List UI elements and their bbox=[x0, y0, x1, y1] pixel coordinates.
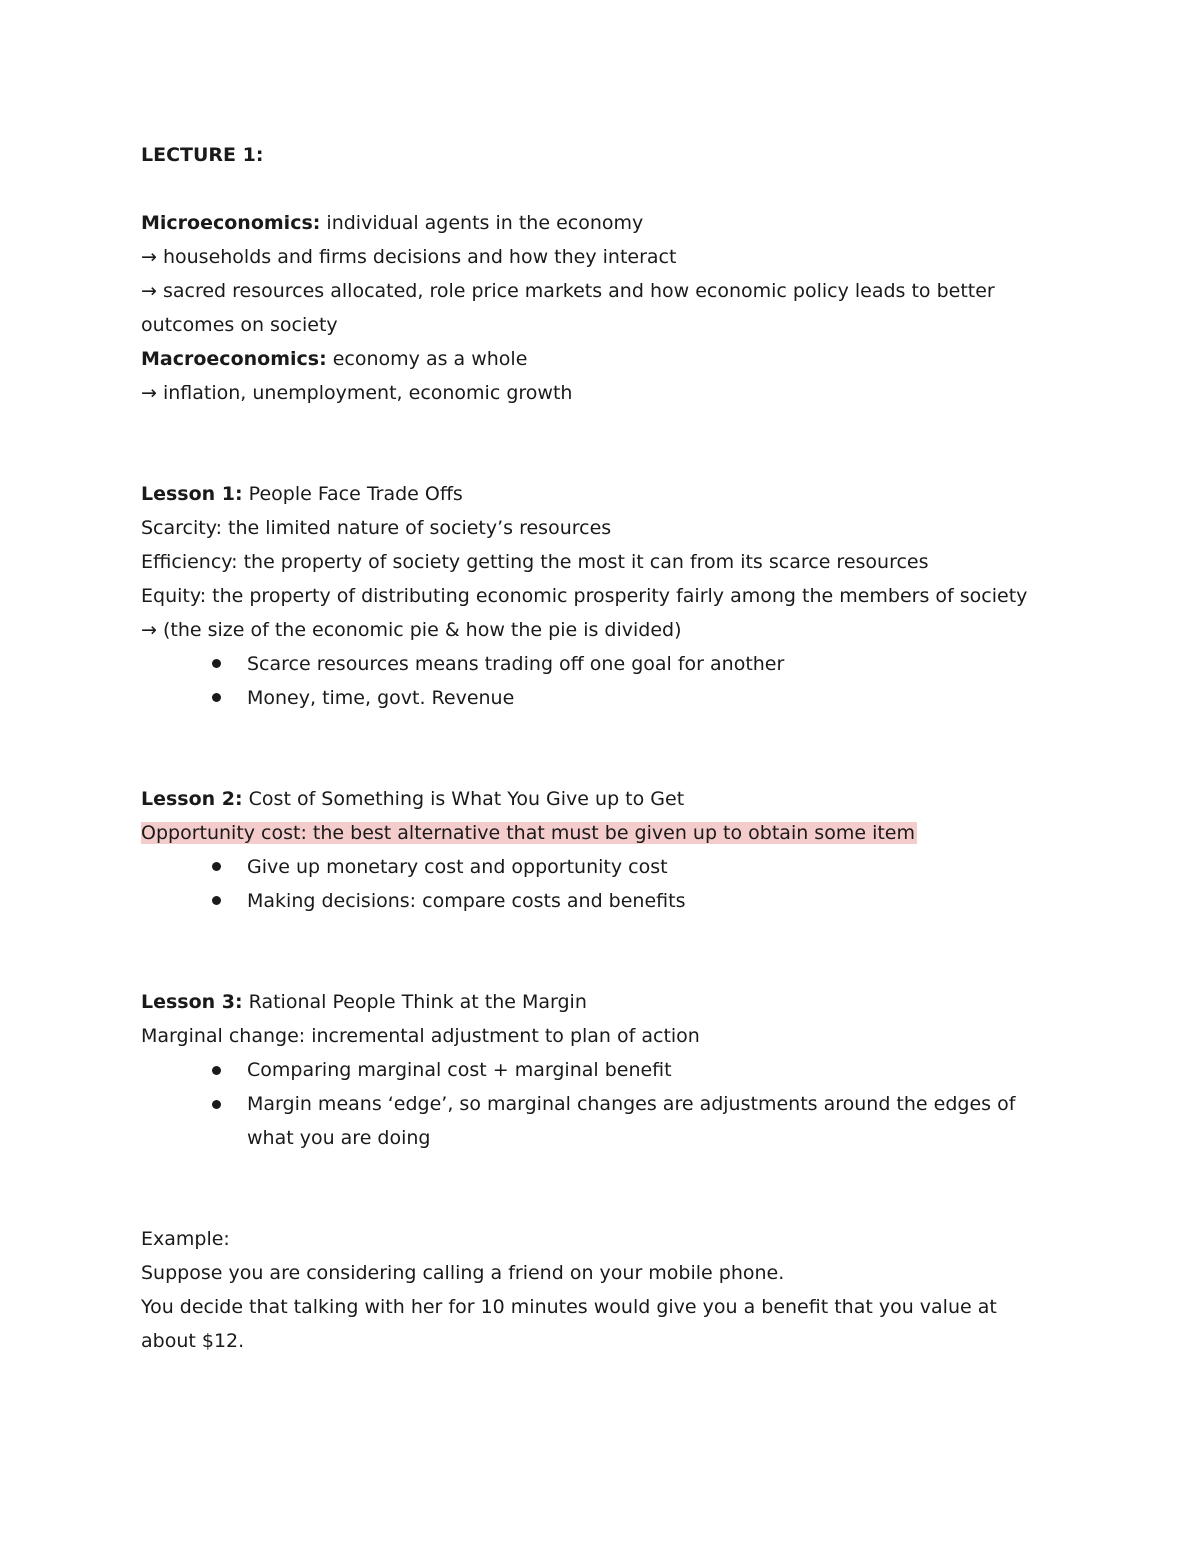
bullet-dot bbox=[212, 659, 221, 668]
micro-term: Microeconomics: bbox=[141, 212, 321, 234]
macro-point: → inflation, unemployment, economic growth bbox=[141, 382, 573, 404]
bullet-dot bbox=[212, 1066, 221, 1075]
example-heading: Example: bbox=[141, 1228, 230, 1250]
micro-def: individual agents in the economy bbox=[320, 212, 644, 234]
lesson3-heading bbox=[141, 985, 587, 1019]
lesson1-line: Efficiency: the property of society getting the most it can from its scarce resources bbox=[141, 551, 929, 573]
lesson3-bullet: Margin means ‘edge’, so marginal changes are adjustments around the edges of bbox=[247, 1093, 1016, 1115]
lecture-title: LECTURE 1: bbox=[141, 144, 264, 166]
macro-def: economy as a whole bbox=[326, 348, 528, 370]
lesson1-line: Scarcity: the limited nature of society’s resources bbox=[141, 517, 612, 539]
lesson2-bullet: Making decisions: compare costs and benefits bbox=[247, 890, 686, 912]
lesson1-line: Equity: the property of distributing economic prosperity fairly among the members of society bbox=[141, 585, 1028, 607]
lesson2-highlight-line bbox=[141, 816, 917, 850]
lesson1-label: Lesson 1: bbox=[141, 483, 243, 505]
micro-point: → sacred resources allocated, role price markets and how economic policy leads to better bbox=[141, 280, 995, 302]
lesson3-line: Marginal change: incremental adjustment to plan of action bbox=[141, 1025, 700, 1047]
bullet-dot bbox=[212, 1100, 221, 1109]
lesson2-bullet: Give up monetary cost and opportunity cost bbox=[247, 856, 668, 878]
lesson3-bullet-continuation: what you are doing bbox=[247, 1127, 431, 1149]
opportunity-cost-highlight: Opportunity cost: the best alternative that must be given up to obtain some item bbox=[141, 822, 915, 844]
micro-point: → households and firms decisions and how they interact bbox=[141, 246, 677, 268]
lesson1-bullet: Money, time, govt. Revenue bbox=[247, 687, 515, 709]
example-line: about $12. bbox=[141, 1330, 245, 1352]
lesson2-label: Lesson 2: bbox=[141, 788, 243, 810]
macro-definition bbox=[141, 342, 527, 376]
bullet-dot bbox=[212, 862, 221, 871]
lesson3-bullet: Comparing marginal cost + marginal benefit bbox=[247, 1059, 672, 1081]
lesson2-title: Cost of Something is What You Give up to Get bbox=[242, 788, 685, 810]
example-line: You decide that talking with her for 10 minutes would give you a benefit that you value at bbox=[141, 1296, 997, 1318]
lesson1-heading bbox=[141, 477, 463, 511]
macro-term: Macroeconomics: bbox=[141, 348, 327, 370]
lesson1-bullet: Scarce resources means trading off one goal for another bbox=[247, 653, 785, 675]
lesson1-title: People Face Trade Offs bbox=[242, 483, 463, 505]
lesson2-heading bbox=[141, 782, 684, 816]
bullet-dot bbox=[212, 896, 221, 905]
micro-definition bbox=[141, 206, 643, 240]
lesson1-line: → (the size of the economic pie & how the pie is divided) bbox=[141, 619, 682, 641]
micro-point: outcomes on society bbox=[141, 314, 338, 336]
example-line: Suppose you are considering calling a friend on your mobile phone. bbox=[141, 1262, 785, 1284]
bullet-dot bbox=[212, 693, 221, 702]
lesson3-label: Lesson 3: bbox=[141, 991, 243, 1013]
lesson3-title: Rational People Think at the Margin bbox=[242, 991, 587, 1013]
